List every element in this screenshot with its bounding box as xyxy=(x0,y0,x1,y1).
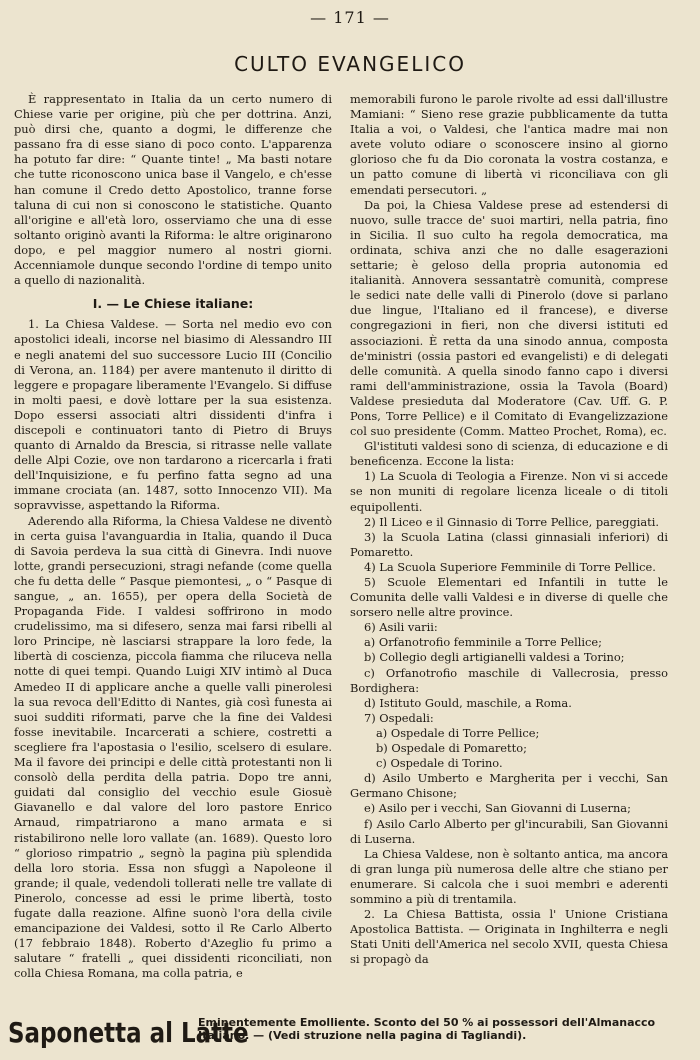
paragraph: La Chiesa Valdese, non è soltanto antica, ma ancora di gran lunga più numerosa delle altre che stiano per enumerare. Si calcola che i suoi membri e aderenti sommino a più di trentamila. xyxy=(350,846,668,906)
paragraph: e) Asilo per i vecchi, San Giovanni di Luserna; xyxy=(364,801,631,816)
right-column xyxy=(350,92,668,1012)
paragraph: f) Asilo Carlo Alberto per gl'incurabili, San Giovanni di Luserna. xyxy=(350,816,668,846)
paragraph: 1) La Scuola di Teologia a Firenze. Non vi si accede se non muniti di regolare licenza liceale o di titoli equipollenti. xyxy=(350,469,668,514)
paragraph: c) Orfanotrofio maschile di Vallecrosia, presso Bordighera: xyxy=(350,665,668,695)
left-column xyxy=(14,92,332,1012)
paragraph: 7) Ospedali: xyxy=(364,710,434,725)
ad-text xyxy=(198,1016,655,1042)
ad-line-2: Italiano. — (Vedi struzione nella pagina di Tagliandi). xyxy=(198,1029,527,1042)
paragraph: 1. La Chiesa Valdese. — Sorta nel medio evo con apostolici ideali, incorse nel biasimo di Alessandro III e negli anatemi del suo successore Lucio III (Concilio di Verona, an. 1184) per avere mantenuto il diritto di leggere e propagare liberamente l'Evangelo. Si diffuse in molti paesi, e dovè lottare per la sua esistenza. Dopo essersi associati altri dissidenti d'infra i discepoli e continuatori tanto di Pietro di Bruys quanto di Arnaldo da Brescia, si ritrasse nelle vallate delle Alpi Cozie, ove non tardarono a ricercarla i frati dell'Inquisizione, e fu perfino fatta segno ad una immane crociata (an. 1487, sotto Innocenzo VII). Ma sopravvisse, aspettando la Riforma. xyxy=(14,317,332,513)
paragraph: Aderendo alla Riforma, la Chiesa Valdese ne diventò in certa guisa l'avanguardia in Italia, quando il Duca di Savoia perdeva la sua città di Ginevra. Indi nuove lotte, grandi persecuzioni, stragi nefande (come quella che fu detta delle “ Pasque piemontesi, „ o “ Pasque di sangue, „ an. 1655), per opera della Società de Propaganda Fide. I valdesi soffrirono in modo crudelissimo, ma si difesero, senza mai farsi ribelli al loro Principe, nè lasciarsi strappare la loro fede, la libertà di coscienza, piccola fiamma che riluceva nella notte di quei tempi. Quando Luigi XIV intimò al Duca Amedeo II di applicare anche a quelle valli pinerolesi la sua revoca dell'Editto di Nantes, già così funesta ai suoi sudditi riformati, parve che la fine dei Valdesi fosse inevitabile. Incarcerati a schiere, costretti a scegliere fra l'apostasia o l'esilio, scelsero di esulare. Ma il favore dei principi e delle città protestanti non li consolò della perdita della patria. Dopo tre anni, guidati dal consiglio del vecchio esule Giosuè Giavanello e dal valore del loro pastore Enrico Arnaud, rimpatriarono a mano armata e si ristabilirono nelle loro vallate (an. 1689). Questo loro “ glorioso rimpatrio „ segnò la pagina più splendida della loro storia. Essa non sfuggì a Napoleone il grande; il quale, vedendoli tollerati nelle tre vallate di Pinerolo, concesse ad essi le prime libertà, tosto fugate dalla reazione. Alfine suonò l'ora della civile emancipazione dei Valdesi, sotto il Re Carlo Alberto (17 febbraio 1848). Roberto d'Azeglio fu primo a salutare “ fratelli „ quei dissidenti riconciliati, non colla Chiesa Romana, ma colla patria, e xyxy=(14,513,332,981)
page-number: — 171 — xyxy=(310,8,390,27)
paragraph: c) Ospedale di Torino. xyxy=(376,756,503,771)
paragraph: 5) Scuole Elementari ed Infantili in tutte le Comunita delle valli Valdesi e in diverse di quelle che sorsero nelle altre province. xyxy=(350,575,668,620)
paragraph: b) Collegio degli artigianelli valdesi a Torino; xyxy=(364,650,625,665)
paragraph: a) Orfanotrofio femminile a Torre Pellice; xyxy=(364,635,602,650)
paragraph: d) Asilo Umberto e Margherita per i vecchi, San Germano Chisone; xyxy=(350,771,668,801)
advertisement xyxy=(8,1016,694,1056)
paragraph: Da poi, la Chiesa Valdese prese ad estendersi di nuovo, sulle tracce de' suoi martiri, nella patria, fino in Sicilia. Il suo culto ha regola democratica, ma ordinata, schiva anzi che no dalle esagerazioni settarie; è geloso della propria autonomia ed italianità. Annovera sessantatrè comunità, comprese le sedici nate delle valli di Pinerolo (dove si parlano due lingue, l'Italiano ed il francese), e diverse congregazioni in fieri, non che diversi istituti ed associazioni. È retta da una sinodo annua, composta de'ministri (ossia pastori ed evangelisti) e di delegati delle comunità. A quella sinodo fanno capo i diversi rami dell'amministrazione, ossia la Tavola (Board) Valdese presieduta dal Moderatore (Cav. Uff. G. P. Pons, Torre Pellice) e il Comitato di Evangelizzazione col suo presidente (Comm. Matteo Prochet, Roma), ec. xyxy=(350,197,668,439)
section-heading: I. — Le Chiese italiane: xyxy=(92,296,254,312)
paragraph: d) Istituto Gould, maschile, a Roma. xyxy=(364,695,572,710)
paragraph: 3) la Scuola Latina (classi ginnasiali inferiori) di Pomaretto. xyxy=(350,529,668,559)
paragraph: 6) Asili varii: xyxy=(364,620,438,635)
paragraph: b) Ospedale di Pomaretto; xyxy=(376,741,527,756)
paragraph: Gl'istituti valdesi sono di scienza, di educazione e di beneficenza. Eccone la lista: xyxy=(350,439,668,469)
paragraph: a) Ospedale di Torre Pellice; xyxy=(376,725,540,740)
paragraph: 2. La Chiesa Battista, ossia l' Unione Cristiana Apostolica Battista. — Originata in Inghilterra e negli Stati Uniti dell'America nel secolo XVII, questa Chiesa si propagò da xyxy=(350,907,668,967)
ad-line-1: Eminentemente Emolliente. Sconto del 50 % ai possessori dell'Almanacco xyxy=(198,1016,656,1029)
ad-brand: Saponetta al Latte xyxy=(8,1016,249,1049)
paragraph: 2) Il Liceo e il Ginnasio di Torre Pellice, pareggiati. xyxy=(364,514,660,529)
page-title: CULTO EVANGELICO xyxy=(234,52,466,76)
paragraph: memorabili furono le parole rivolte ad essi dall'illustre Mamiani: “ Sieno rese grazie pubblicamente da tutta Italia a voi, o Valdesi, che l'antica madre mai non avete voluto odiare o sconoscere insino al giorno glorioso che fu da Dio coronata la vostra costanza, e un patto comune di libertà vi riconciliava con gli emendati persecutori. „ xyxy=(350,92,668,197)
paragraph: 4) La Scuola Superiore Femminile di Torre Pellice. xyxy=(364,559,656,574)
paragraph: È rappresentato in Italia da un certo numero di Chiese varie per origine, più che per dottrina. Anzi, può dirsi che, quanto a dogmi, le differenze che passano fra di esse siano di poco conto. L'apparenza ha potuto far dire: “ Quante tinte! „ Ma basti notare che tutte riconoscono unica base il Vangelo, e ch'esse han comune il Credo detto Apostolico, tranne forse taluna di cui non si conoscono le statistiche. Quanto all'origine e all'età loro, osserviamo che una di esse soltanto originò avanti la Riforma: le altre originarono dopo, e pel maggior numero al nostri giorni. Accenniamole dunque secondo l'ordine di tempo unito a quello di nazionalità. xyxy=(14,92,332,288)
